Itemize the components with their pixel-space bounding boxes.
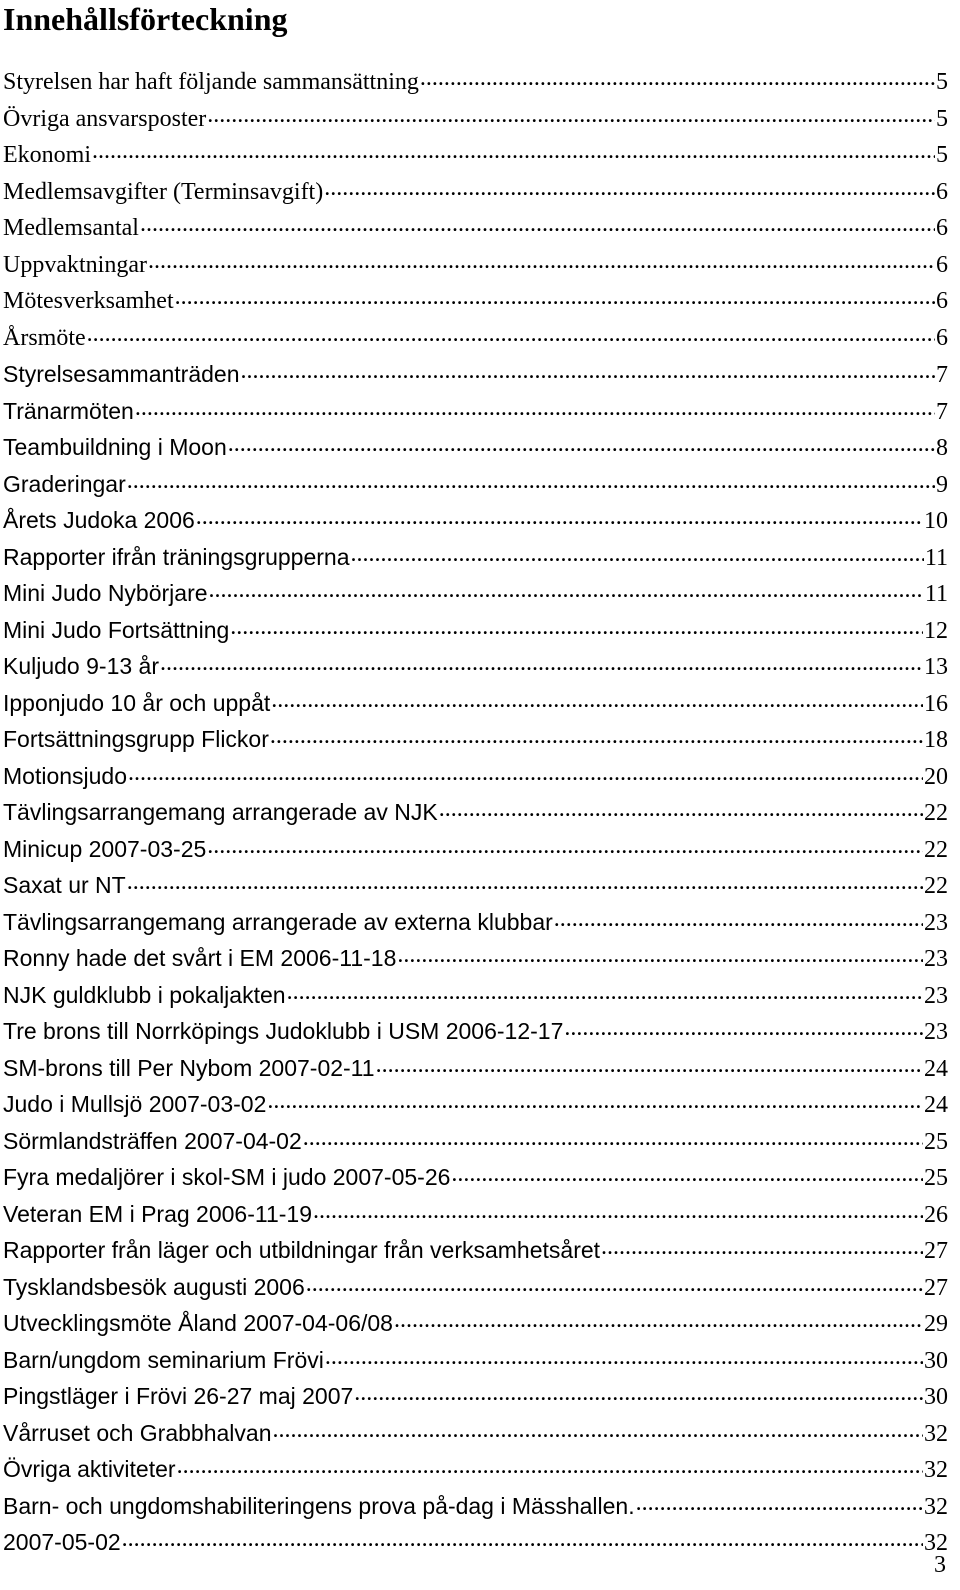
toc-leader-dots (127, 463, 935, 499)
toc-entry-title: Mini Judo Nybörjare (3, 580, 208, 606)
toc-leader-dots (273, 1412, 924, 1448)
toc-entry-title: Motionsjudo (3, 762, 128, 789)
toc-entry-title: Rapporter ifrån träningsgrupperna (3, 543, 350, 570)
toc-entry-page: 29 (924, 1311, 948, 1337)
toc-entry-title: SM-brons till Per Nybom 2007-02-11 (3, 1054, 375, 1081)
toc-leader-dots (439, 791, 923, 827)
toc-leader-dots (160, 645, 923, 681)
toc-entry[interactable] (3, 466, 948, 503)
toc-entry[interactable] (3, 831, 948, 868)
toc-entry[interactable] (3, 1050, 948, 1087)
toc-entry-page: 6 (936, 178, 948, 205)
toc-entry-title: Vårruset och Grabbhalvan (3, 1419, 272, 1446)
toc-entry-page: 26 (924, 1201, 948, 1228)
toc-entry-page: 11 (924, 544, 948, 571)
toc-entry-page: 10 (924, 508, 948, 534)
toc-leader-dots (196, 499, 923, 535)
toc-leader-dots (270, 718, 923, 754)
toc-entry[interactable] (3, 1415, 948, 1452)
toc-entry-page: 7 (936, 398, 948, 425)
toc-entry[interactable] (3, 1488, 948, 1525)
toc-entry[interactable] (3, 575, 948, 612)
toc-leader-dots (175, 279, 935, 315)
toc-entry-page: 7 (936, 362, 948, 388)
toc-leader-dots (354, 1375, 923, 1411)
toc-list (3, 64, 948, 1561)
toc-entry-page: 24 (924, 1092, 948, 1118)
toc-entry-title: Uppvaktningar (3, 251, 147, 278)
toc-leader-dots (376, 1047, 923, 1083)
toc-leader-dots (241, 353, 936, 389)
toc-entry-title: Ronny hade det svårt i EM 2006-11-18 (3, 945, 397, 971)
toc-entry[interactable] (3, 1524, 948, 1561)
toc-entry-page: 6 (936, 251, 948, 278)
toc-entry-page: 5 (936, 69, 948, 95)
toc-entry-title: Övriga ansvarsposter (3, 105, 207, 132)
toc-leader-dots (228, 426, 935, 462)
toc-entry-page: 32 (924, 1457, 948, 1483)
toc-entry[interactable] (3, 758, 948, 795)
toc-entry-title: Veteran EM i Prag 2006-11-19 (3, 1200, 312, 1227)
toc-entry-title: 2007-05-02 (3, 1529, 121, 1555)
toc-entry-page: 12 (924, 617, 948, 644)
toc-entry-page: 32 (924, 1420, 948, 1447)
toc-entry-page: 25 (924, 1165, 948, 1191)
toc-entry-title: Medlemsavgifter (Terminsavgift) (3, 178, 324, 205)
toc-entry-title: Styrelsen har haft följande sammansättning (3, 69, 419, 95)
toc-entry-page: 22 (924, 800, 948, 826)
toc-entry[interactable] (3, 1342, 948, 1379)
toc-leader-dots (92, 133, 935, 169)
toc-entry[interactable] (3, 283, 948, 320)
toc-entry[interactable] (3, 174, 948, 211)
toc-entry-page: 24 (924, 1055, 948, 1082)
toc-entry[interactable] (3, 1123, 948, 1160)
toc-leader-dots (636, 1485, 923, 1521)
toc-entry[interactable] (3, 721, 948, 758)
toc-leader-dots (267, 1083, 923, 1119)
toc-entry-page: 27 (924, 1274, 948, 1301)
toc-entry[interactable] (3, 356, 948, 393)
toc-entry[interactable] (3, 539, 948, 576)
toc-entry-page: 32 (924, 1530, 948, 1556)
toc-entry-page: 27 (924, 1238, 948, 1264)
toc-entry[interactable] (3, 685, 948, 722)
toc-entry-title: Saxat ur NT (3, 872, 126, 898)
toc-entry[interactable] (3, 320, 948, 357)
toc-entry-title: Styrelsesammanträden (3, 361, 240, 387)
toc-entry-page: 8 (936, 435, 948, 461)
toc-entry[interactable] (3, 904, 948, 941)
toc-leader-dots (207, 97, 935, 133)
toc-leader-dots (324, 170, 935, 206)
toc-leader-dots (135, 390, 935, 426)
toc-entry[interactable] (3, 393, 948, 430)
toc-entry-title: Ekonomi (3, 142, 91, 168)
toc-entry-title: Tävlingsarrangemang arrangerade av externa klubbar (3, 908, 553, 935)
toc-entry-title: Årsmöte (3, 324, 86, 351)
toc-entry[interactable] (3, 1159, 948, 1196)
toc-leader-dots (230, 609, 923, 645)
toc-entry[interactable] (3, 612, 948, 649)
toc-entry[interactable] (3, 137, 948, 174)
toc-leader-dots (564, 1010, 923, 1046)
toc-entry-title: Övriga aktiviteter (3, 1456, 176, 1482)
toc-entry[interactable] (3, 429, 948, 466)
toc-entry-page: 6 (936, 215, 948, 241)
toc-leader-dots (287, 974, 923, 1010)
toc-entry-title: Ipponjudo 10 år och uppåt (3, 689, 271, 716)
toc-entry[interactable] (3, 648, 948, 685)
toc-leader-dots (87, 316, 935, 352)
toc-entry-title: Medlemsantal (3, 215, 139, 241)
toc-entry-page: 16 (924, 690, 948, 717)
toc-entry-page: 11 (924, 581, 948, 607)
toc-leader-dots (271, 682, 923, 718)
toc-entry-title: Rapporter från läger och utbildningar från verksamhetsåret (3, 1237, 601, 1263)
toc-entry[interactable] (3, 1378, 948, 1415)
toc-entry[interactable] (3, 794, 948, 831)
toc-entry-page: 23 (924, 946, 948, 972)
toc-leader-dots (313, 1193, 923, 1229)
toc-entry-page: 30 (924, 1384, 948, 1410)
toc-leader-dots (209, 572, 924, 608)
toc-entry[interactable] (3, 867, 948, 904)
toc-entry-page: 23 (924, 982, 948, 1009)
toc-entry[interactable] (3, 502, 948, 539)
toc-entry-title: Barn/ungdom seminarium Frövi (3, 1346, 324, 1373)
toc-leader-dots (127, 864, 923, 900)
toc-entry[interactable] (3, 1196, 948, 1233)
toc-entry-page: 20 (924, 763, 948, 790)
toc-entry-title: Graderingar (3, 470, 126, 497)
toc-leader-dots (207, 828, 923, 864)
page-number: 3 (934, 1552, 946, 1578)
toc-leader-dots (148, 243, 935, 279)
toc-entry-title: Mini Judo Fortsättning (3, 616, 230, 643)
toc-entry[interactable] (3, 1305, 948, 1342)
toc-entry-title: Tävlingsarrangemang arrangerade av NJK (3, 799, 438, 825)
toc-entry[interactable] (3, 1451, 948, 1488)
toc-entry-page: 23 (924, 1019, 948, 1045)
toc-leader-dots (554, 901, 923, 937)
toc-entry-page: 25 (924, 1128, 948, 1155)
toc-entry[interactable] (3, 101, 948, 138)
toc-heading: Innehållsförteckning (3, 1, 288, 37)
toc-entry-page: 18 (924, 727, 948, 753)
toc-leader-dots (451, 1156, 923, 1192)
toc-entry-page: 6 (936, 288, 948, 314)
toc-entry-page: 13 (924, 654, 948, 680)
toc-entry-title: Tysklandsbesök augusti 2006 (3, 1273, 305, 1300)
toc-entry[interactable] (3, 210, 948, 247)
toc-entry[interactable] (3, 977, 948, 1014)
toc-entry-title: Kuljudo 9-13 år (3, 653, 159, 679)
toc-leader-dots (394, 1302, 923, 1338)
toc-leader-dots (140, 206, 935, 242)
toc-entry[interactable] (3, 1013, 948, 1050)
toc-entry[interactable] (3, 1086, 948, 1123)
toc-leader-dots (350, 536, 923, 572)
toc-entry-title: Fortsättningsgrupp Flickor (3, 726, 269, 752)
toc-leader-dots (306, 1266, 923, 1302)
toc-entry-title: Tre brons till Norrköpings Judoklubb i USM 2006-12-17 (3, 1018, 564, 1044)
toc-entry-title: Mötesverksamhet (3, 288, 174, 314)
toc-leader-dots (420, 60, 935, 96)
toc-leader-dots (397, 937, 923, 973)
toc-entry-title: NJK guldklubb i pokaljakten (3, 981, 286, 1008)
toc-entry[interactable] (3, 940, 948, 977)
toc-entry-title: Minicup 2007-03-25 (3, 835, 207, 862)
toc-entry-title: Sörmlandsträffen 2007-04-02 (3, 1127, 302, 1154)
toc-entry-page: 5 (936, 142, 948, 168)
toc-entry[interactable] (3, 247, 948, 284)
toc-entry-page: 22 (924, 873, 948, 899)
toc-entry-page: 5 (936, 105, 948, 132)
toc-leader-dots (122, 1521, 923, 1557)
toc-entry-page: 32 (924, 1493, 948, 1520)
toc-entry-title: Pingstläger i Frövi 26-27 maj 2007 (3, 1383, 354, 1409)
toc-entry-title: Årets Judoka 2006 (3, 507, 195, 533)
toc-entry-title: Fyra medaljörer i skol-SM i judo 2007-05-26 (3, 1164, 451, 1190)
toc-entry[interactable] (3, 64, 948, 101)
toc-entry-title: Teambuildning i Moon (3, 434, 227, 460)
toc-entry-page: 6 (936, 324, 948, 351)
toc-leader-dots (303, 1120, 923, 1156)
toc-entry-title: Utvecklingsmöte Åland 2007-04-06/08 (3, 1310, 393, 1336)
toc-leader-dots (128, 755, 923, 791)
toc-entry-page: 30 (924, 1347, 948, 1374)
toc-entry-title: Tränarmöten (3, 397, 134, 424)
toc-entry-title: Judo i Mullsjö 2007-03-02 (3, 1091, 267, 1117)
toc-entry-page: 22 (924, 836, 948, 863)
toc-leader-dots (325, 1339, 923, 1375)
toc-leader-dots (601, 1229, 923, 1265)
toc-entry-page: 23 (924, 909, 948, 936)
toc-leader-dots (177, 1448, 923, 1484)
toc-entry[interactable] (3, 1269, 948, 1306)
toc-entry[interactable] (3, 1232, 948, 1269)
toc-entry-title: Barn- och ungdomshabiliteringens prova på-dag i Mässhallen. (3, 1492, 635, 1519)
toc-entry-page: 9 (936, 471, 948, 498)
